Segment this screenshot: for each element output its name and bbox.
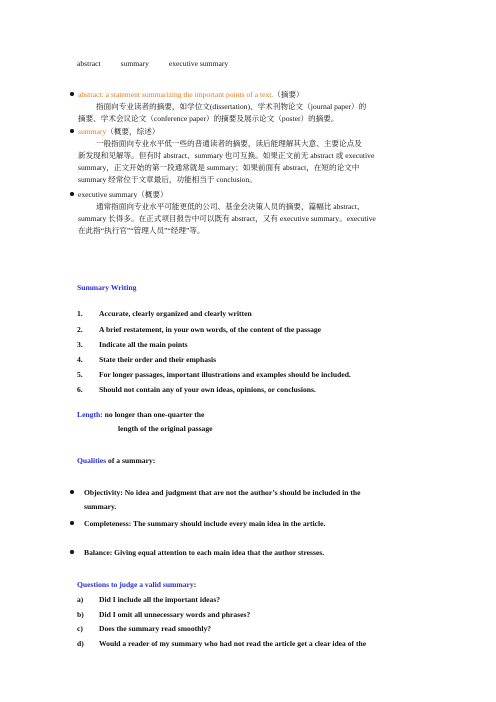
para-line: 通常指面向专业水平可能更低的公司、基金会决策人员的摘要，篇幅比 abstract、 — [96, 202, 365, 211]
list-item — [77, 325, 321, 335]
list-item — [77, 355, 216, 365]
qualities-heading — [77, 456, 155, 466]
list-item — [77, 309, 252, 319]
bullet-dot-icon — [70, 129, 74, 133]
item-number: d) — [77, 639, 84, 648]
header-terms — [77, 59, 228, 69]
item-text: A brief restatement, in your own words, of the content of the passage — [99, 325, 322, 334]
bullet-tail: （概要，综述） — [106, 127, 160, 136]
questions-heading — [77, 580, 196, 590]
item-text: Did I omit all unnecessary words and phrases? — [99, 610, 251, 619]
item-number: b) — [77, 610, 84, 619]
list-item — [77, 370, 351, 380]
bullet-executive-text-cont — [78, 214, 423, 236]
item-text: Did I include all the important ideas? — [99, 595, 221, 604]
item-text: Accurate, clearly organized and clearly written — [99, 309, 252, 318]
bullet-executive-text — [96, 202, 441, 212]
bullet-dot-icon — [70, 521, 74, 525]
list-item — [77, 340, 188, 350]
para-line: 指面向专业读者的摘要，如学位文(dissertation)、学术刊物论文（journal paper）的 — [96, 102, 367, 111]
bullet-dot-icon — [70, 192, 74, 196]
para-line: summary 经常位于文章最后，功能相当于 conclusion。 — [78, 174, 257, 184]
bullet-tail: （概要） — [137, 190, 168, 199]
list-item — [77, 385, 316, 395]
item-text: Would a reader of my summary who had not read the article get a clear idea of the — [99, 639, 367, 648]
bullet-lead: abstract: a statement summarizing the important points of a text. — [78, 90, 274, 99]
length-line — [77, 410, 204, 420]
length-label: Length: — [77, 410, 103, 419]
para-line: summary 长得多。在正式项目报告中可以既有 abstract，又有 executive summary。executive — [78, 214, 376, 223]
item-number: a) — [77, 595, 84, 604]
summary-writing-heading: Summary Writing — [77, 283, 137, 292]
quality-text-cont: summary. — [84, 502, 117, 511]
bullet-dot-icon — [70, 490, 74, 494]
item-number: 2. — [77, 325, 83, 334]
bullet-abstract-text — [96, 102, 441, 112]
item-number: 1. — [77, 309, 83, 318]
term-summary: summary — [120, 59, 149, 68]
para-line: 新发现和见解等。但有时 abstract、summary 也可互换。如果正文前无 abstract 或 executive — [78, 151, 375, 160]
question-item — [77, 624, 211, 634]
quality-text: Balance: Giving equal attention to each main idea that the author stresses. — [84, 548, 325, 557]
question-item — [77, 610, 250, 620]
para-line: 摘要、学术会议论文（conference paper）的摘要及展示论文（poster）的摘要。 — [78, 114, 339, 123]
item-number: c) — [77, 624, 83, 633]
item-text: Indicate all the main points — [99, 340, 188, 349]
item-number: 3. — [77, 340, 83, 349]
item-text: For longer passages, important illustrations and examples should be included. — [99, 370, 351, 379]
length-text-cont: length of the original passage — [118, 424, 213, 433]
length-text: no longer than one-quarter the — [102, 410, 205, 419]
item-number: 4. — [77, 355, 83, 364]
bullet-summary-text — [96, 139, 441, 149]
questions-label: Questions to judge a valid summary — [77, 580, 194, 589]
para-line: 在此指“执行官”“管理人员”“经理”等。 — [78, 225, 205, 235]
bullet-summary-text-cont — [78, 151, 423, 185]
questions-colon: : — [193, 580, 197, 589]
para-line: 一般指面向专业水平低一些的普通读者的摘要，读后能理解其大意、主要论点及 — [96, 139, 362, 148]
qualities-rest: of a summary: — [106, 456, 156, 465]
bullet-tail: （摘要） — [273, 90, 304, 99]
bullet-dot-icon — [70, 550, 74, 554]
item-number: 5. — [77, 370, 83, 379]
question-item — [77, 639, 366, 649]
item-text: Should not contain any of your own ideas, opinions, or conclusions. — [99, 385, 316, 394]
para-line: summary，正文开始的第一段通常就是 summary；如果前面有 abstract，在短的论文中 — [78, 162, 360, 172]
quality-text: Completeness: The summary should include every main idea in the article. — [84, 519, 326, 528]
question-item — [77, 595, 220, 605]
term-abstract: abstract — [77, 59, 101, 68]
quality-text: Objectivity: No idea and judgment that are not the author’s should be included in the — [84, 488, 361, 497]
bullet-lead: summary — [78, 127, 107, 136]
qualities-label: Qualities — [77, 456, 107, 465]
bullet-dot-icon — [70, 92, 74, 96]
item-text: State their order and their emphasis — [99, 355, 217, 364]
bullet-abstract-text-cont — [78, 114, 423, 124]
term-executive-summary: executive summary — [168, 59, 229, 68]
item-number: 6. — [77, 385, 83, 394]
bullet-lead: executive summary — [78, 190, 138, 199]
item-text: Does the summary read smoothly? — [99, 624, 212, 633]
